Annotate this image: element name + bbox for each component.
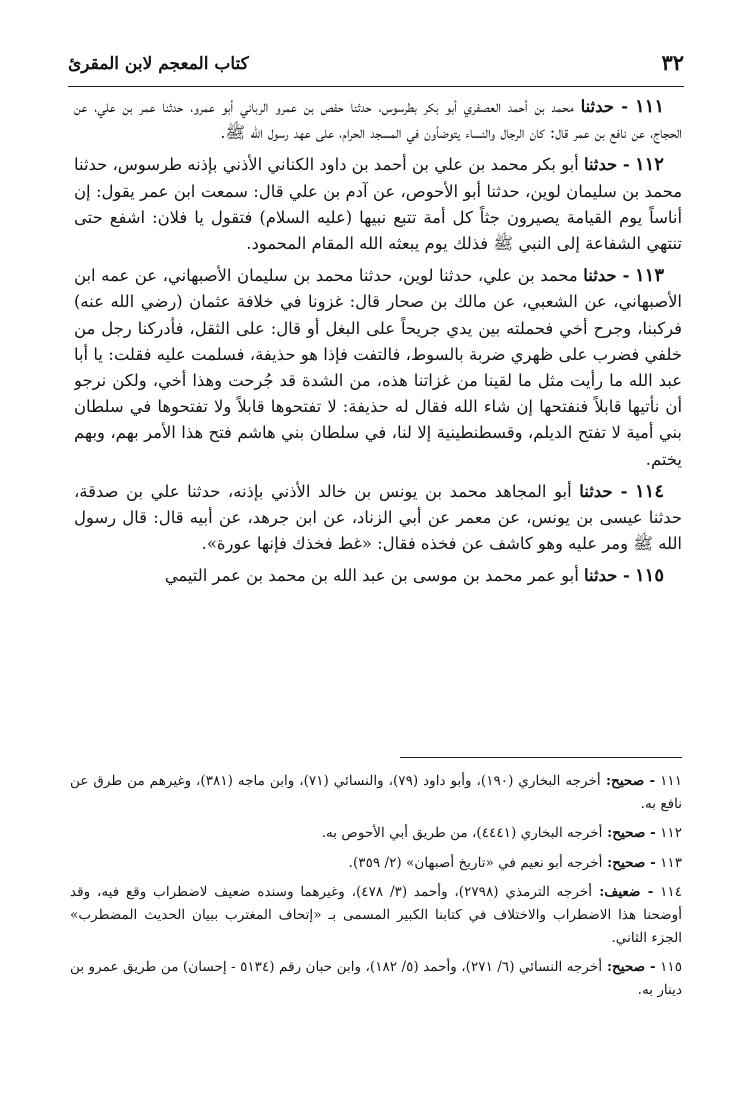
footnotes (70, 770, 682, 1010)
footnote-number: ١١١ (660, 773, 682, 789)
hadith-paragraph: ١١١ - حدثنا محمد بن أحمد العصفري أبو بكر بطرسوس، حدثنا حفص بن عمرو الرباني أبو عمرو، حدثنا عمر بن علي، عن الحجاج، عن نافع بن عمر قال: كان الرجال والنساء يتوضأون في المسجد الحرام، على عهد رسول الله ﷺ. (74, 96, 682, 143)
footnote-number: ١١٥ (660, 959, 682, 976)
hadith-text: محمد بن علي، حدثنا لوين، حدثنا محمد بن سليمان الأصبهاني، عن عمه ابن الأصبهاني، عن الشعبي، عن مالك بن صحار قال: غزونا في خلافة عثمان (رضي الله عنه) فركبنا، وجرح أخي فحملته بين يدي جريحاً على البغل أو قال: على الثقل، فأدركنا رجل من خلفي فضرب على ظهري ضربة بالسوط، فالتفت فإذا هو حذيفة، فسلمت عليه فقلت: يا أبا عبد الله ما رأيت مثل ما لقينا من غزاتنا هذه، من الشدة قد جُرحت وهذا أخي، ولكن نرجو أن نأتيها قابلاً فنفتحها إن شاء الله فقال له حذيفة: لا تفتحوها قابلاً ولا تفتحوها في سلطان بني أمية لا تفتح الديلم، وقسطنطينية إلا لنا، في سلطان بني هاشم فتح هذا الأمر بهم، وبهم يختم. (74, 266, 682, 469)
footnote-text: أخرجه البخاري (١٩٠)، وأبو داود (٧٩)، والنسائي (٧١)، وابن ماجه (٣٨١)، وغيرهم من طرق عن نافع به. (70, 773, 682, 812)
hadith-lead: حدثنا (583, 266, 617, 286)
footnote-text: أخرجه الترمذي (٢٧٩٨)، وأحمد (٣/ ٤٧٨)، وغيرهما وسنده ضعيف لاضطراب وقع فيه، وقد أوضحنا هذا الاضطراب والاختلاف في كتابنا الكبير المسمى بـ «إتحاف المغترب ببيان الحديث المضطرب» الجزء الثاني. (70, 884, 682, 946)
hadith-lead: حدثنا (583, 155, 618, 175)
footnote-item: ١١١ - صحيح: أخرجه البخاري (١٩٠)، وأبو داود (٧٩)، والنسائي (٧١)، وابن ماجه (٣٨١)، وغيرهم من طرق عن نافع به. (70, 773, 682, 812)
footnote-number: ١١٣ (660, 854, 682, 871)
running-title: كتاب المعجم لابن المقرئ (68, 54, 249, 74)
hadith-number: ١١٤ (634, 480, 664, 502)
hadith-lead: حدثنا (580, 97, 614, 116)
hadith-number: ١١١ (635, 96, 665, 117)
footnote-grade: صحيح (612, 854, 646, 871)
page-number: ٣٢ (661, 50, 684, 75)
footnote-text: أخرجه البخاري (٤٤٤١)، من طريق أبي الأحوص به. (321, 825, 603, 842)
hadith-paragraph: ١١٣ - حدثنا محمد بن علي، حدثنا لوين، حدثنا محمد بن سليمان الأصبهاني، عن عمه ابن الأصبهاني، عن الشعبي، عن مالك بن صحار قال: غزونا في خلافة عثمان (رضي الله عنه) فركبنا، وجرح أخي فحملته بين يدي جريحاً على البغل أو قال: على الثقل، فأدركنا رجل من خلفي فضرب على ظهري ضربة بالسوط، فالتفت فإذا هو حذيفة، فسلمت عليه فقلت: يا أبا عبد الله ما رأيت مثل ما لقينا من غزاتنا هذه، من الشدة قد جُرحت وهذا أخي، ولكن نرجو أن نأتيها قابلاً فنفتحها إن شاء الله فقال له حذيفة: لا تفتحوها قابلاً ولا تفتحوها في سلطان بني أمية لا تفتح الديلم، وقسطنطينية إلا لنا، في سلطان بني هاشم فتح هذا الأمر بهم، وبهم يختم. (74, 265, 682, 469)
footnote-item: ١١٥ - صحيح: أخرجه النسائي (٦/ ٢٧١)، وأحمد (٥/ ١٨٢)، وابن حبان رقم (٥١٣٤ - إحسان) من طريق عمرو بن دينار به. (70, 959, 682, 998)
hadith-number: ١١٢ (634, 154, 664, 176)
hadith-paragraph: ١١٥ - حدثنا أبو عمر محمد بن موسى بن عبد الله بن محمد بن عمر التيمي (164, 565, 664, 587)
hadith-text: أبو المجاهد محمد بن يونس بن خالد الأذني بإذنه، حدثنا علي بن صدقة، حدثنا عيسى بن يونس، عن معمر عن أبي الزناد، عن ابن جرهد، عن أبيه قال: قال رسول الله ﷺ ومر عليه وهو كاشف عن فخذه فقال: «غط فخذك فإنها عورة». (74, 481, 682, 554)
hadith-number: ١١٣ (635, 265, 665, 287)
page-header (68, 46, 684, 87)
footnote-item: ١١٣ - صحيح: أخرجه أبو نعيم في «تاريخ أصبهان» (٢/ ٣٥٩). (348, 854, 682, 871)
hadith-number: ١١٥ (634, 565, 664, 587)
hadith-paragraph: ١١٢ - حدثنا أبو بكر محمد بن علي بن أحمد بن داود الكناني الأذني بإذنه طرسوس، حدثنا محمد بن سليمان لوين، حدثنا أبو الأحوص، عن آدم بن علي قال: سمعت ابن عمر يقول: إن أناساً يوم القيامة يصيرون جثاً كل أمة تتبع نبيها (عليه السلام) فتقول يا فلان: اشفع حتى تنتهي الشفاعة إلى النبي ﷺ فذلك يوم يبعثه الله المقام المحمود. (74, 154, 682, 254)
footnote-number: ١١٤ (660, 884, 682, 901)
hadith-lead: حدثنا (584, 566, 618, 586)
footnote-grade: صحيح (611, 773, 645, 789)
footnote-separator (400, 757, 682, 758)
hadith-text: أبو عمر محمد بن موسى بن عبد الله بن محمد بن عمر التيمي (164, 566, 579, 586)
main-text (74, 94, 682, 744)
hadith-paragraph: ١١٤ - حدثنا أبو المجاهد محمد بن يونس بن خالد الأذني بإذنه، حدثنا علي بن صدقة، حدثنا عيسى بن يونس، عن معمر عن أبي الزناد، عن ابن جرهد، عن أبيه قال: قال رسول الله ﷺ ومر عليه وهو كاشف عن فخذه فقال: «غط فخذك فإنها عورة». (74, 480, 682, 554)
hadith-text: أبو بكر محمد بن علي بن أحمد بن داود الكناني الأذني بإذنه طرسوس، حدثنا محمد بن سليمان لوين، حدثنا أبو الأحوص، عن آدم بن علي قال: سمعت ابن عمر يقول: إن أناساً يوم القيامة يصيرون جثاً كل أمة تتبع نبيها (عليه السلام) فتقول يا فلان: اشفع حتى تنتهي الشفاعة إلى النبي ﷺ فذلك يوم يبعثه الله المقام المحمود. (74, 155, 682, 254)
hadith-text: محمد بن أحمد العصفري أبو بكر بطرسوس، حدثنا حفص بن عمرو الرباني أبو عمرو، حدثنا عمر بن علي، عن الحجاج، عن نافع بن عمر قال: كان الرجال والنساء يتوضأون في المسجد الحرام، على عهد رسول الله ﷺ. (74, 97, 682, 143)
footnote-item: ١١٢ - صحيح: أخرجه البخاري (٤٤٤١)، من طريق أبي الأحوص به. (321, 825, 682, 842)
footnote-grade: ضعيف (604, 884, 641, 901)
footnote-text: أخرجه النسائي (٦/ ٢٧١)، وأحمد (٥/ ١٨٢)، وابن حبان رقم (٥١٣٤ - إحسان) من طريق عمرو بن دينار به. (70, 959, 682, 998)
footnote-grade: صحيح (612, 825, 646, 842)
hadith-lead: حدثنا (579, 481, 613, 501)
footnote-number: ١١٢ (660, 825, 682, 842)
footnote-text: أخرجه أبو نعيم في «تاريخ أصبهان» (٢/ ٣٥٩). (348, 854, 603, 871)
footnote-grade: صحيح (611, 959, 646, 976)
footnote-item: ١١٤ - ضعيف: أخرجه الترمذي (٢٧٩٨)، وأحمد (٣/ ٤٧٨)، وغيرهما وسنده ضعيف لاضطراب وقع فيه، وقد أوضحنا هذا الاضطراب والاختلاف في كتابنا الكبير المسمى بـ «إتحاف المغترب ببيان الحديث المضطرب» الجزء الثاني. (70, 884, 682, 946)
